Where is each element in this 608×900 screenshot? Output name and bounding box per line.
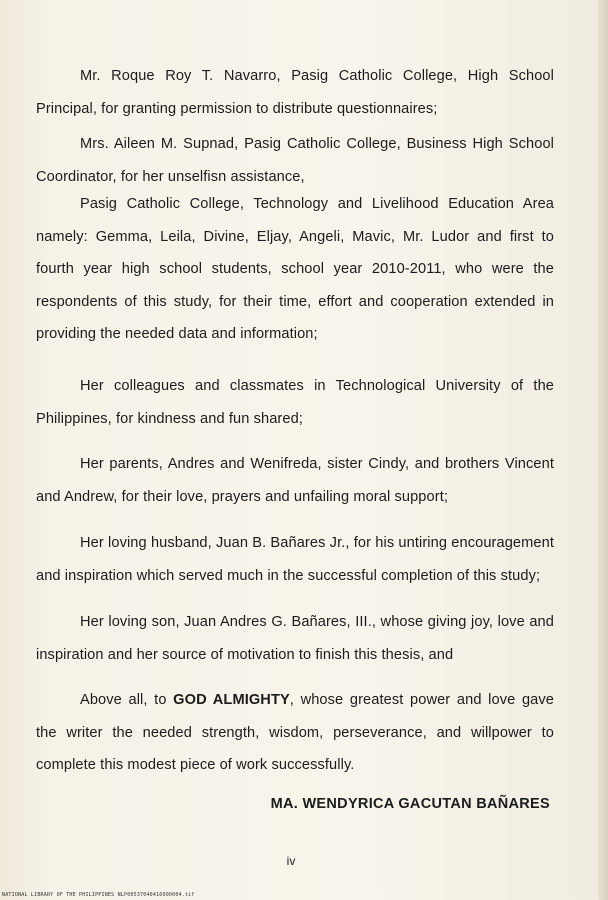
acknowledgment-tle-area: Pasig Catholic College, Technology and Livelihood Education Area namely: Gemma, Leila, Divine, Eljay, Angeli, Mavic, Mr. Ludor and first to fourth year high school students, school year 2010-2011, who were the respondents of this study, for their time, effort and cooperation extended in providing the needed data and information; <box>36 196 554 342</box>
acknowledgment-husband: Her loving husband, Juan B. Bañares Jr., for his untiring encouragement and inspiration which served much in the successful completion of this study; <box>36 535 554 584</box>
page-edge-shadow <box>598 0 608 900</box>
scan-footer: NATIONAL LIBRARY OF THE PHILIPPINES NLP00537040416000004.tif <box>2 892 195 898</box>
acknowledgment-supnad: Mrs. Aileen M. Supnad, Pasig Catholic College, Business High School Coordinator, for her unselfisn assistance, <box>36 136 554 185</box>
page-number: iv <box>286 854 296 868</box>
acknowledgment-navarro: Mr. Roque Roy T. Navarro, Pasig Catholic College, High School Principal, for granting permission to distribute questionnaires; <box>36 68 554 117</box>
author-signature: MA. WENDYRICA GACUTAN BAÑARES <box>270 796 550 812</box>
god-almighty-emphasis: GOD ALMIGHTY <box>173 692 290 708</box>
acknowledgment-son: Her loving son, Juan Andres G. Bañares, III., whose giving joy, love and inspiration and her source of motivation to finish this thesis, and <box>36 614 554 663</box>
acknowledgment-colleagues: Her colleagues and classmates in Technological University of the Philippines, for kindness and fun shared; <box>36 378 554 427</box>
acknowledgment-god-almighty <box>36 684 554 782</box>
final-paragraph-rest: , whose greatest power and love gave the writer the needed strength, wisdom, perseverance, and willpower to complete this modest piece of work successfully. <box>36 692 554 773</box>
acknowledgment-parents: Her parents, Andres and Wenifreda, sister Cindy, and brothers Vincent and Andrew, for their love, prayers and unfailing moral support; <box>36 456 554 505</box>
final-paragraph-lead: Above all, to <box>80 692 174 708</box>
